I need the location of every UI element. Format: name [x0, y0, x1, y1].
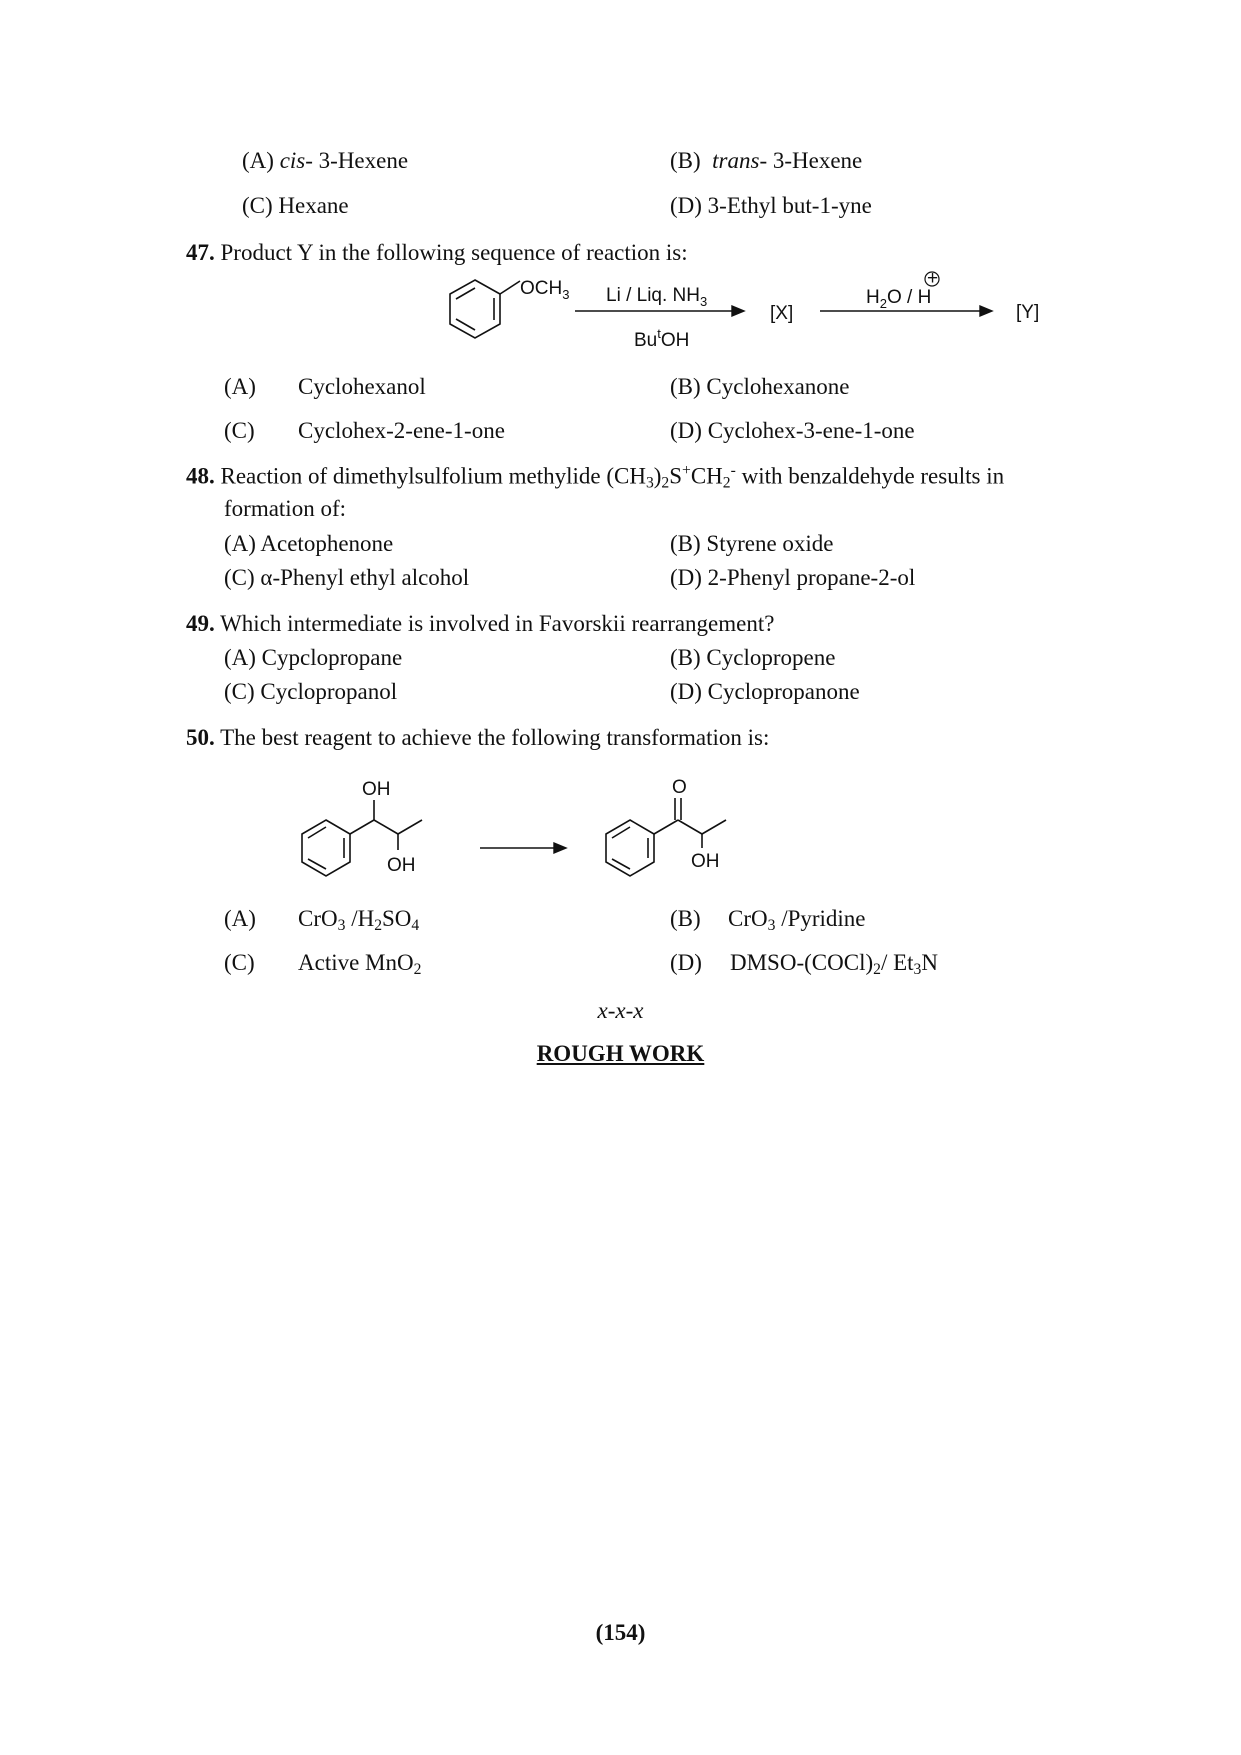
intermediate-x: [X]	[770, 303, 794, 324]
q49-option-c: (C) Cyclopropanol	[224, 679, 398, 704]
q46-option-a	[242, 148, 408, 174]
q47-option-c: (C)	[224, 418, 255, 443]
q46-option-b	[670, 148, 862, 174]
option-label: (A)	[224, 374, 256, 399]
question-number: 49.	[186, 611, 215, 636]
methoxy-label: $OCH_3$	[520, 278, 570, 302]
option-prefix: cis-	[279, 148, 313, 173]
question-number: 47.	[186, 240, 215, 265]
end-mark: x-x-x	[597, 998, 644, 1023]
q46-option-c: (C) Hexane	[242, 193, 349, 218]
question-number: 50.	[186, 725, 215, 750]
q49-option-a: (A) Cypclopropane	[224, 645, 403, 670]
q47-reaction-scheme	[430, 268, 1050, 360]
q47-option-c-text: Cyclohex-2-ene-1-one	[298, 418, 505, 443]
question-49: 49. Which intermediate is involved in Favorskii rearrangement?	[186, 611, 775, 636]
transformation-arrow	[480, 843, 566, 853]
q50-transformation-scheme	[290, 770, 750, 890]
question-48: 48. Reaction of dimethylsulfolium methylide $(CH_3)_2S^+CH_2^-$ with benzaldehyde results in	[186, 462, 1005, 492]
option-prefix: trans-	[712, 148, 768, 173]
q48-option-d: (D) 2-Phenyl propane-2-ol	[670, 565, 916, 590]
q46-option-d: (D) 3-Ethyl but-1-yne	[670, 193, 872, 218]
option-text: 3-Hexene	[318, 148, 409, 173]
reactant-oh-top: OH	[362, 779, 391, 800]
q50-option-d-label: (D)	[670, 950, 702, 975]
reagent-h2o-h: $H_2O$ / H	[866, 287, 932, 311]
q50-option-b: CrO$_3$ /Pyridine	[728, 906, 866, 934]
positive-charge: +	[927, 268, 939, 289]
question-48-line-2: formation of:	[224, 496, 346, 521]
question-text: Product Y in the following sequence of reaction is:	[220, 240, 688, 265]
question-number: 48.	[186, 463, 215, 489]
q50-option-c: Active MnO$_2$	[298, 950, 422, 978]
question-47	[186, 240, 688, 266]
reagent-li-nh3: Li / Liq. $NH_3$	[606, 285, 708, 309]
rough-work-heading: ROUGH WORK	[536, 1041, 705, 1066]
question-50: 50. The best reagent to achieve the following transformation is:	[186, 725, 770, 750]
q50-option-c-label: (C)	[224, 950, 255, 975]
reaction-arrow-1	[575, 306, 744, 316]
q50-option-b-label: (B)	[670, 906, 701, 931]
reagent-butoh: Bu$^t$OH	[634, 326, 690, 351]
product-ketone-o: O	[672, 777, 687, 798]
q50-option-a: CrO$_3$ $/H_2SO_4$	[298, 906, 420, 934]
option-label: (B)	[670, 148, 701, 173]
reactant-oh-bottom: OH	[387, 855, 416, 876]
q48-option-c: (C) α-Phenyl ethyl alcohol	[224, 565, 470, 590]
q47-option-a	[224, 374, 256, 400]
page-number: (154)	[595, 1620, 646, 1645]
q48-option-a: (A) Acetophenone	[224, 531, 394, 556]
option-text: 3-Hexene	[772, 148, 863, 173]
q47-option-d: (D) Cyclohex-3-ene-1-one	[670, 418, 915, 443]
benzene-ring	[450, 280, 520, 338]
q49-option-d: (D) Cyclopropanone	[670, 679, 860, 704]
q47-option-b: (B) Cyclohexanone	[670, 374, 850, 399]
option-label: (A)	[242, 148, 274, 173]
product-oh: OH	[691, 851, 720, 872]
q48-option-b: (B) Styrene oxide	[670, 531, 834, 556]
q49-option-b: (B) Cyclopropene	[670, 645, 836, 670]
q50-option-d: DMSO-$(COCl)_2/$ $Et_3N$	[730, 950, 938, 978]
product-y: [Y]	[1016, 302, 1040, 323]
q47-option-a-text: Cyclohexanol	[298, 374, 426, 399]
q50-option-a-label: (A)	[224, 906, 256, 931]
